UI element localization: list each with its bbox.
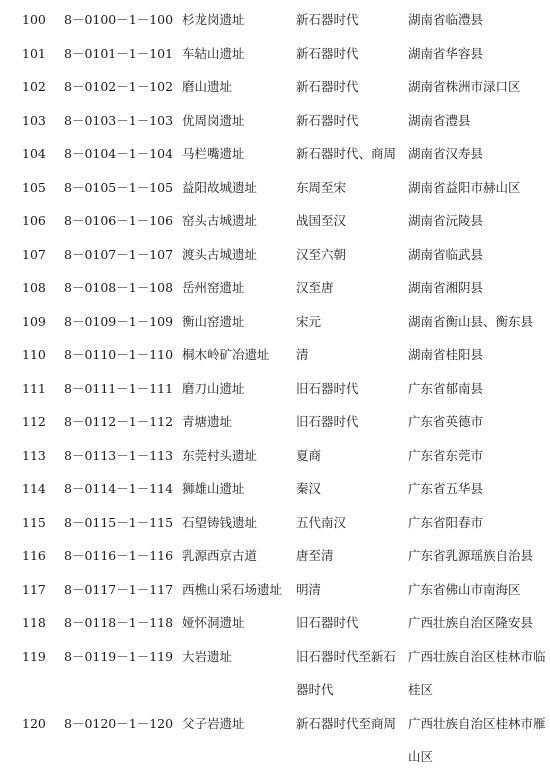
site-name: 衡山窑遗址 [182,313,245,329]
site-code: 8－0117－1－117 [64,581,174,597]
site-era: 夏商 [296,447,322,463]
table-row [0,238,550,272]
site-code: 8－0119－1－119 [64,648,174,664]
site-era: 汉至六朝 [296,246,347,262]
site-era: 五代南汉 [296,514,347,530]
table-row [0,37,550,71]
site-name: 车轱山遗址 [182,45,245,61]
table-row [0,204,550,238]
table-row [0,171,550,205]
site-code: 8－0102－1－102 [64,79,174,94]
site-name: 娅怀洞遗址 [182,615,245,630]
table-row [0,405,550,439]
site-location: 广西壮族自治区桂林市临桂区 [408,648,546,697]
site-name: 优周岗遗址 [182,112,245,128]
site-code: 8－0113－1－113 [64,447,174,463]
site-number: 103 [22,112,46,128]
site-era: 新石器时代 [296,12,359,27]
site-code: 8－0108－1－108 [64,280,174,295]
site-location: 广西壮族自治区隆安县 [408,615,534,630]
site-name: 大岩遗址 [182,648,233,664]
site-location: 广东省东莞市 [408,447,484,463]
site-code: 8－0120－1－120 [64,715,174,731]
site-era: 唐至清 [296,548,334,563]
site-era: 清 [296,347,309,362]
site-name: 东莞村头遗址 [182,447,258,463]
site-location: 广西壮族自治区桂林市雁山区 [408,715,546,764]
site-code: 8－0116－1－116 [64,548,174,563]
site-era: 新石器时代至商周 [296,715,397,731]
table-row [0,472,550,506]
table-row [0,137,550,171]
site-number: 118 [22,615,46,630]
site-era: 战国至汉 [296,213,347,228]
site-number: 107 [22,246,46,262]
table-row [0,640,550,707]
site-code: 8－0106－1－106 [64,213,174,228]
table-row [0,271,550,305]
site-era: 明清 [296,581,322,597]
table-row [0,573,550,607]
site-number: 102 [22,79,46,94]
site-name: 马栏嘴遗址 [182,146,245,161]
site-era: 新石器时代 [296,112,359,128]
site-era: 新石器时代 [296,79,359,94]
site-code: 8－0103－1－103 [64,112,174,128]
site-name: 青塘遗址 [182,414,233,429]
site-name: 父子岩遗址 [182,715,245,731]
site-era: 秦汉 [296,481,322,496]
site-era: 东周至宋 [296,179,347,195]
site-number: 106 [22,213,46,228]
site-era: 新石器时代、商周 [296,146,397,161]
site-era: 旧石器时代 [296,380,359,396]
site-location: 湖南省华容县 [408,45,484,61]
site-location: 湖南省益阳市赫山区 [408,179,521,195]
site-location: 湖南省澧县 [408,112,471,128]
site-number: 113 [22,447,46,463]
site-location: 广东省郁南县 [408,380,484,396]
site-number: 111 [22,380,46,396]
site-era: 旧石器时代 [296,414,359,429]
table-row [0,539,550,573]
site-number: 104 [22,146,46,161]
site-code: 8－0115－1－115 [64,514,174,530]
site-location: 广东省乳源瑶族自治县 [408,548,534,563]
site-number: 116 [22,548,46,563]
site-number: 112 [22,414,46,429]
site-number: 119 [22,648,46,664]
table-row [0,70,550,104]
site-era: 汉至唐 [296,280,334,295]
site-code: 8－0111－1－111 [64,380,174,396]
site-name: 岳州窑遗址 [182,280,245,295]
site-location: 广东省阳春市 [408,514,484,530]
table-row [0,506,550,540]
table-row [0,606,550,640]
site-name: 益阳故城遗址 [182,179,258,195]
table-row [0,305,550,339]
site-code: 8－0104－1－104 [64,146,174,161]
table-row [0,338,550,372]
site-location: 广东省五华县 [408,481,484,496]
site-name: 杉龙岗遗址 [182,12,245,27]
site-era: 宋元 [296,313,322,329]
table-row [0,707,550,774]
site-location: 湖南省桂阳县 [408,347,484,362]
site-name: 窑头古城遗址 [182,213,258,228]
site-location: 湖南省沅陵县 [408,213,484,228]
site-code: 8－0105－1－105 [64,179,174,195]
site-code: 8－0114－1－114 [64,481,174,496]
site-location: 湖南省汉寿县 [408,146,484,161]
site-number: 117 [22,581,46,597]
site-name: 磨刀山遗址 [182,380,245,396]
site-number: 101 [22,45,46,61]
site-era: 旧石器时代 [296,615,359,630]
site-code: 8－0101－1－101 [64,45,174,61]
site-number: 100 [22,12,46,27]
site-location: 广东省英德市 [408,414,484,429]
site-name: 桐木岭矿冶遗址 [182,347,270,362]
site-code: 8－0112－1－112 [64,414,174,429]
site-name: 西樵山采石场遗址 [182,581,283,597]
site-number: 108 [22,280,46,295]
site-name: 乳源西京古道 [182,548,258,563]
site-number: 105 [22,179,46,195]
table-row [0,104,550,138]
site-code: 8－0118－1－118 [64,615,174,630]
site-location: 湖南省临武县 [408,246,484,262]
site-number: 120 [22,715,46,731]
site-number: 110 [22,347,46,362]
site-number: 115 [22,514,46,530]
site-location: 湖南省湘阴县 [408,280,484,295]
table-row [0,439,550,473]
site-location: 湖南省临澧县 [408,12,484,27]
site-name: 狮雄山遗址 [182,481,245,496]
table-row [0,3,550,37]
site-number: 109 [22,313,46,329]
site-era: 新石器时代 [296,45,359,61]
site-location: 广东省佛山市南海区 [408,581,521,597]
site-location: 湖南省衡山县、衡东县 [408,313,534,329]
site-name: 渡头古城遗址 [182,246,258,262]
site-code: 8－0110－1－110 [64,347,174,362]
site-number: 114 [22,481,46,496]
site-code: 8－0109－1－109 [64,313,174,329]
site-code: 8－0100－1－100 [64,12,174,27]
table-row [0,372,550,406]
site-name: 石望铸钱遗址 [182,514,258,530]
site-location: 湖南省株洲市渌口区 [408,79,521,94]
site-name: 磨山遗址 [182,79,233,94]
site-era: 旧石器时代至新石器时代 [296,648,397,697]
site-code: 8－0107－1－107 [64,246,174,262]
